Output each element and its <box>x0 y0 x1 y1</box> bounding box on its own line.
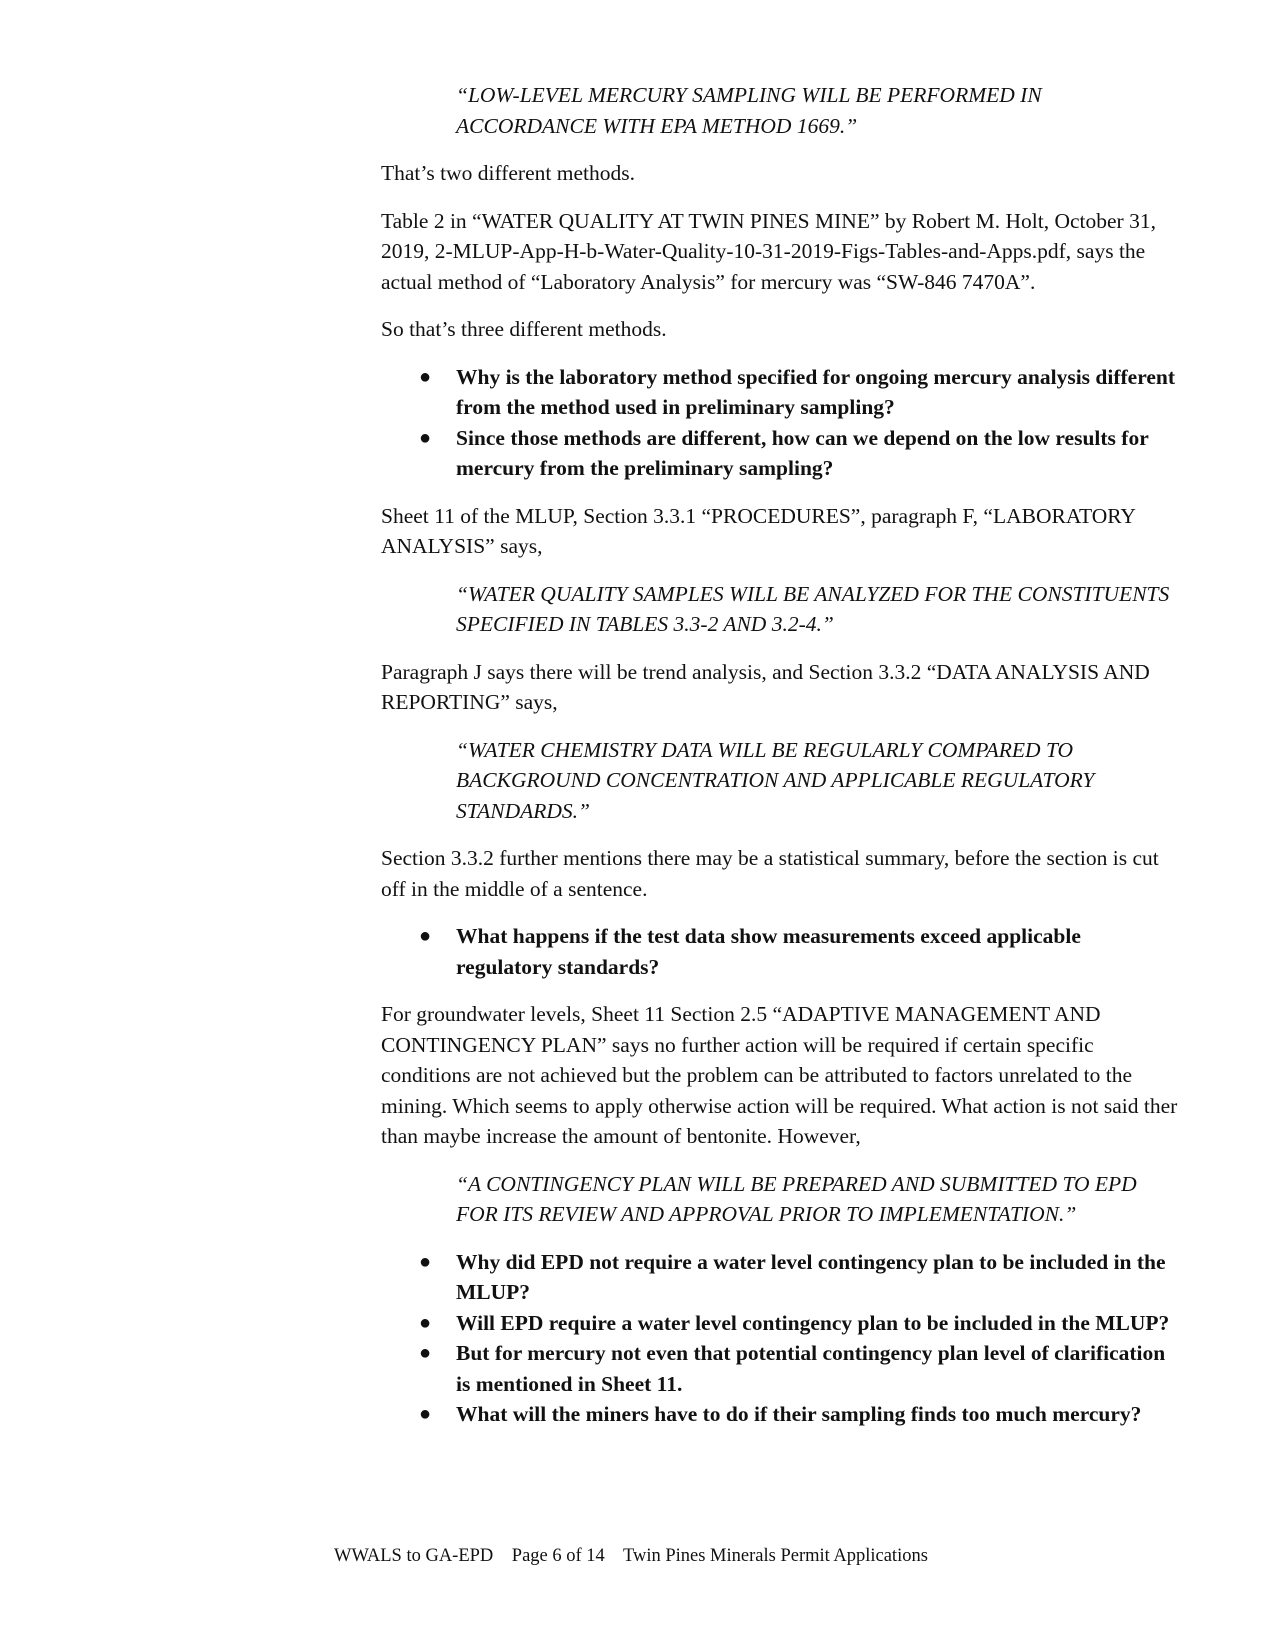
bullet-icon: ● <box>419 1250 432 1273</box>
paragraph: Section 3.3.2 further mentions there may be a statistical summary, before the section is cut off in the middle of a sentence. <box>381 846 1159 901</box>
paragraph: So that’s three different methods. <box>381 317 667 341</box>
paragraph: That’s two different methods. <box>381 161 635 185</box>
bullet-icon: ● <box>419 365 432 388</box>
bullet-icon: ● <box>419 925 432 947</box>
bullet-icon: ● <box>419 1403 432 1425</box>
paragraph: For groundwater levels, Sheet 11 Section 2.5 “ADAPTIVE MANAGEMENT AND CONTINGENCY PLAN” says no further action will be required if certain specific conditions are not achieved but the problem can be attributed to factors unrelated to the mining. Which seems to apply otherwise action will be required. What action is not said ther than maybe increase the amount of bentonite. However, <box>381 1002 1178 1148</box>
question-text: What happens if the test data show measurements exceed applicable regulatory standards? <box>456 924 1081 979</box>
question-item <box>419 1308 1181 1339</box>
document-body <box>381 80 1181 1430</box>
block-quote: “LOW-LEVEL MERCURY SAMPLING WILL BE PERFORMED IN ACCORDANCE WITH EPA METHOD 1669.” <box>456 83 1042 138</box>
question-item <box>419 423 1181 484</box>
question-list <box>381 921 1181 982</box>
question-item <box>419 1399 1181 1430</box>
question-list <box>381 362 1181 484</box>
question-item <box>419 1338 1181 1399</box>
bullet-icon: ● <box>419 426 432 449</box>
block-quote: “WATER QUALITY SAMPLES WILL BE ANALYZED FOR THE CONSTITUENTS SPECIFIED IN TABLES 3.3-2 AND 3.2-4.” <box>456 581 1170 636</box>
question-item <box>419 362 1181 423</box>
question-text: Will EPD require a water level contingency plan to be included in the MLUP? <box>456 1310 1170 1335</box>
question-list <box>381 1247 1181 1430</box>
block-quote: “WATER CHEMISTRY DATA WILL BE REGULARLY COMPARED TO BACKGROUND CONCENTRATION AND APPLICABLE REGULATORY STANDARDS.” <box>456 737 1095 823</box>
question-item <box>419 1247 1181 1308</box>
paragraph: Table 2 in “WATER QUALITY AT TWIN PINES MINE” by Robert M. Holt, October 31, 2019, 2-MLUP-App-H-b-Water-Quality-10-31-2019-Figs-Tables-and-Apps.pdf, says the actual method of “Laboratory Analysis” for mercury was “SW-846 7470A”. <box>381 208 1156 294</box>
paragraph: Sheet 11 of the MLUP, Section 3.3.1 “PROCEDURES”, paragraph F, “LABORATORY ANALYSIS” says, <box>381 503 1136 558</box>
block-quote: “A CONTINGENCY PLAN WILL BE PREPARED AND SUBMITTED TO EPD FOR ITS REVIEW AND APPROVAL PRIOR TO IMPLEMENTATION.” <box>456 1171 1137 1226</box>
question-text: But for mercury not even that potential contingency plan level of clarification is mentioned in Sheet 11. <box>456 1341 1166 1396</box>
bullet-icon: ● <box>419 1342 432 1364</box>
bullet-icon: ● <box>419 1311 432 1334</box>
question-text: What will the miners have to do if their sampling finds too much mercury? <box>456 1402 1142 1426</box>
paragraph: Paragraph J says there will be trend analysis, and Section 3.3.2 “DATA ANALYSIS AND REPORTING” says, <box>381 659 1150 714</box>
question-text: Since those methods are different, how can we depend on the low results for mercury from the preliminary sampling? <box>456 425 1149 480</box>
page-footer: WWALS to GA-EPD Page 6 of 14 Twin Pines Minerals Permit Applications <box>334 1546 928 1566</box>
question-text: Why did EPD not require a water level contingency plan to be included in the MLUP? <box>456 1249 1166 1304</box>
question-text: Why is the laboratory method specified for ongoing mercury analysis different from the method used in preliminary sampling? <box>456 364 1176 419</box>
question-item <box>419 921 1181 982</box>
